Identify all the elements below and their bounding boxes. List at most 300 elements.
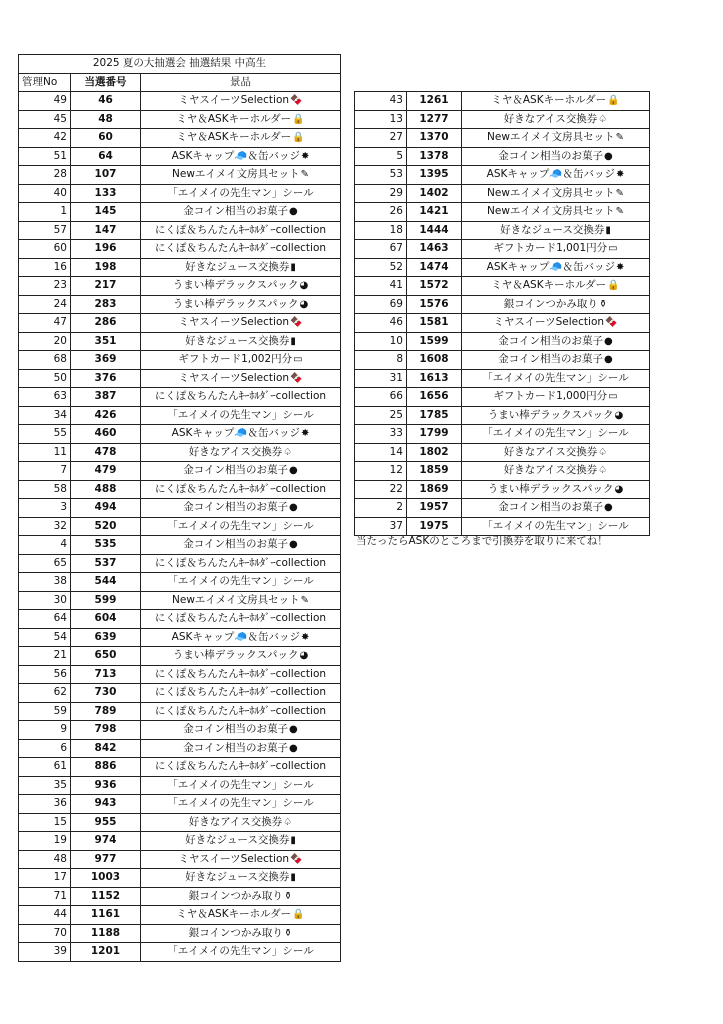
sweets-icon: 🍫 [605,317,618,328]
cell-prize [462,388,650,407]
cell-winning-number: 650 [71,647,141,666]
table-row [19,684,341,703]
cell-winning-number: 1581 [407,314,462,333]
table-row [355,184,650,203]
juice-icon: ▮ [290,872,296,883]
header-prize: 景品 [141,73,341,92]
prize-label: 「エイメイの先生マン」シール [482,427,629,439]
table-row [19,554,341,573]
cell-prize [141,758,341,777]
candy-icon: ● [288,742,298,754]
table-row [19,739,341,758]
table-row [355,369,650,388]
ice-icon: ♤ [283,816,293,828]
prize-label: ASKキャップ🧢＆缶バッジ [171,427,300,439]
cell-winning-number: 1378 [407,147,462,166]
cell-management-no: 47 [19,314,71,333]
cell-winning-number: 599 [71,591,141,610]
cell-winning-number: 730 [71,684,141,703]
candy-icon: ● [603,150,613,162]
prize-label: Newエイメイ文房具セット [172,593,300,606]
cell-winning-number: 48 [71,110,141,129]
cell-management-no: 35 [19,776,71,795]
pencil-icon: ✎ [300,169,309,180]
prize-label: ギフトカード1,001円分 [493,242,608,254]
table-row [19,369,341,388]
table-row [19,832,341,851]
cell-prize [141,166,341,185]
prize-label: 金コイン相当のお菓子 [498,353,603,365]
cell-winning-number: 886 [71,758,141,777]
cell-management-no: 23 [19,277,71,296]
prize-label: にくぽ＆ちんたんｷｰﾎﾙﾀﾞｰcollection [154,612,327,624]
cell-prize [141,258,341,277]
table-row [19,462,341,481]
table-row [19,850,341,869]
table-row [355,480,650,499]
cell-prize [462,462,650,481]
cell-prize [141,684,341,703]
table-row [355,277,650,296]
cell-management-no: 17 [19,869,71,888]
prize-label: 銀コインつかみ取り [188,926,283,939]
prize-label: 好きなアイス交換券 [503,464,598,476]
table-row [19,221,341,240]
badge-icon: ✸ [615,261,625,273]
cell-prize [462,240,650,259]
table-row [19,758,341,777]
prize-label: 金コイン相当のお菓子 [498,149,603,162]
cell-prize [462,110,650,129]
cell-prize [141,388,341,407]
table-row [19,388,341,407]
table-row [19,795,341,814]
cell-management-no: 53 [355,166,407,185]
keyholder-icon: 🔒 [607,280,620,291]
cell-prize [462,295,650,314]
prize-label: ミヤ＆ASKキーホルダー [491,94,607,106]
candy-icon: ● [603,335,613,347]
table-row [19,924,341,943]
cell-management-no: 42 [19,129,71,148]
table-row [19,776,341,795]
cell-winning-number: 1975 [407,517,462,536]
cell-winning-number: 537 [71,554,141,573]
cell-management-no: 51 [19,147,71,166]
cell-management-no: 43 [355,92,407,111]
cell-prize [462,92,650,111]
cell-winning-number: 1277 [407,110,462,129]
table-row [19,332,341,351]
cell-prize [462,425,650,444]
cell-management-no: 57 [19,221,71,240]
cell-winning-number: 1474 [407,258,462,277]
prize-label: 好きなジュース交換券 [500,223,605,236]
sheet-title: 2025 夏の大抽選会 抽選結果 中高生 [19,55,341,74]
table-row [355,332,650,351]
cell-prize [141,554,341,573]
keyholder-icon: 🔒 [292,113,305,125]
cell-management-no: 26 [355,203,407,222]
cell-winning-number: 1859 [407,462,462,481]
cell-winning-number: 460 [71,425,141,444]
prize-label: 「エイメイの先生マン」シール [167,797,314,809]
cell-prize [141,314,341,333]
cell-prize [141,906,341,925]
cell-winning-number: 1152 [71,887,141,906]
cell-winning-number: 544 [71,573,141,592]
cell-prize [141,573,341,592]
table-row [19,129,341,148]
cell-prize [462,221,650,240]
prize-label: 好きなジュース交換券 [185,834,290,846]
keyholder-icon: 🔒 [292,132,305,143]
cell-management-no: 46 [355,314,407,333]
cell-management-no: 22 [355,480,407,499]
table-row [19,887,341,906]
keyholder-icon: 🔒 [292,909,305,920]
prize-label: ギフトカード1,000円分 [493,390,608,402]
prize-label: にくぽ＆ちんたんｷｰﾎﾙﾀﾞｰcollection [154,482,327,495]
cell-winning-number: 974 [71,832,141,851]
cell-winning-number: 1656 [407,388,462,407]
snack-icon: ◕ [614,409,624,421]
table-row [19,943,341,962]
prize-label: 「エイメイの先生マン」シール [167,575,314,587]
cell-prize [462,480,650,499]
pencil-icon: ✎ [615,206,624,217]
table-row [19,295,341,314]
table-row [19,499,341,518]
cell-winning-number: 977 [71,850,141,869]
prize-label: Newエイメイ文房具セット [487,205,615,217]
table-row [19,406,341,425]
results-table-left [18,54,341,962]
cell-prize [462,369,650,388]
cell-prize [141,832,341,851]
table-row [19,665,341,684]
cell-prize [141,536,341,555]
prize-label: 金コイン相当のお菓子 [183,741,288,754]
prize-label: 好きなジュース交換券 [185,871,290,883]
cell-management-no: 67 [355,240,407,259]
prize-label: Newエイメイ文房具セット [172,168,300,180]
cell-prize [462,258,650,277]
keyholder-icon: 🔒 [607,95,620,106]
table-row [19,258,341,277]
badge-icon: ✸ [615,169,625,180]
cell-prize [141,240,341,259]
cell-prize [141,184,341,203]
cell-management-no: 66 [355,388,407,407]
coins-icon: ⚱ [598,298,608,310]
table-row [355,295,650,314]
cell-prize [141,332,341,351]
cell-management-no: 28 [19,166,71,185]
prize-label: にくぽ＆ちんたんｷｰﾎﾙﾀﾞｰcollection [154,242,327,254]
ice-icon: ♤ [283,446,293,458]
prize-label: うまい棒デラックスパック [487,408,614,421]
cell-prize [141,369,341,388]
cell-winning-number: 1799 [407,425,462,444]
cell-prize [141,665,341,684]
cell-winning-number: 1201 [71,943,141,962]
juice-icon: ▮ [290,335,296,347]
cell-winning-number: 198 [71,258,141,277]
cell-winning-number: 1599 [407,332,462,351]
candy-icon: ● [288,539,298,550]
results-table-right [354,91,650,536]
cell-winning-number: 133 [71,184,141,203]
cell-winning-number: 1572 [407,277,462,296]
badge-icon: ✸ [300,428,310,439]
table-row [19,610,341,629]
cell-prize [141,887,341,906]
cell-winning-number: 64 [71,147,141,166]
cell-prize [141,739,341,758]
cell-prize [462,443,650,462]
cell-prize [141,702,341,721]
prize-label: にくぽ＆ちんたんｷｰﾎﾙﾀﾞｰcollection [154,704,327,717]
pencil-icon: ✎ [615,187,624,199]
snack-icon: ◕ [614,483,624,495]
table-row [19,906,341,925]
cell-winning-number: 283 [71,295,141,314]
table-row [19,536,341,555]
cell-winning-number: 943 [71,795,141,814]
table-row [19,702,341,721]
cell-management-no: 3 [19,499,71,518]
table-row [355,240,650,259]
cell-winning-number: 107 [71,166,141,185]
cell-winning-number: 145 [71,203,141,222]
cell-winning-number: 535 [71,536,141,555]
prize-label: 「エイメイの先生マン」シール [167,945,314,957]
cell-management-no: 70 [19,924,71,943]
table-row [19,314,341,333]
cell-winning-number: 1003 [71,869,141,888]
cell-management-no: 25 [355,406,407,425]
ice-icon: ♤ [598,465,608,476]
table-row [19,573,341,592]
cell-prize [462,277,650,296]
cell-management-no: 49 [19,92,71,111]
cell-management-no: 39 [19,943,71,962]
cell-management-no: 50 [19,369,71,388]
cell-prize [462,203,650,222]
cell-prize [462,314,650,333]
cell-prize [141,443,341,462]
prize-label: 「エイメイの先生マン」シール [482,371,629,384]
table-row [355,92,650,111]
cell-management-no: 18 [355,221,407,240]
table-row [19,425,341,444]
prize-label: にくぽ＆ちんたんｷｰﾎﾙﾀﾞｰcollection [154,686,327,698]
cell-management-no: 6 [19,739,71,758]
prize-label: ASKキャップ🧢＆缶バッジ [171,630,300,643]
cell-winning-number: 936 [71,776,141,795]
cell-winning-number: 1463 [407,240,462,259]
prize-label: うまい棒デラックスパック [172,279,299,291]
cell-winning-number: 351 [71,332,141,351]
cell-prize [141,610,341,629]
cell-winning-number: 1370 [407,129,462,148]
cell-winning-number: 60 [71,129,141,148]
card-icon: ▭ [608,243,618,254]
table-row [355,203,650,222]
cell-winning-number: 1576 [407,295,462,314]
candy-icon: ● [603,354,613,365]
table-row [19,351,341,370]
prize-label: にくぽ＆ちんたんｷｰﾎﾙﾀﾞｰcollection [154,667,327,680]
table-row [19,110,341,129]
cell-prize [141,110,341,129]
cell-prize [141,203,341,222]
prize-label: 好きなアイス交換券 [188,815,283,828]
prize-label: ミヤスイーツSelection [493,316,605,328]
prize-label: 「エイメイの先生マン」シール [167,408,314,421]
table-row [19,443,341,462]
sweets-icon: 🍫 [290,372,303,384]
cell-winning-number: 639 [71,628,141,647]
prize-label: ミヤ＆ASKキーホルダー [491,279,607,291]
cell-management-no: 48 [19,850,71,869]
table-row [355,221,650,240]
prize-label: 金コイン相当のお菓子 [183,205,288,217]
table-row [355,110,650,129]
prize-label: うまい棒デラックスパック [172,297,299,310]
cell-management-no: 2 [355,499,407,518]
cell-management-no: 59 [19,702,71,721]
table-row [19,813,341,832]
cell-management-no: 56 [19,665,71,684]
prize-label: 「エイメイの先生マン」シール [167,186,314,199]
pickup-note: 当たったらASKのところまで引換券を取りに来てね！ [356,535,608,547]
cell-winning-number: 604 [71,610,141,629]
cell-winning-number: 196 [71,240,141,259]
cell-winning-number: 1802 [407,443,462,462]
cell-winning-number: 479 [71,462,141,481]
cell-winning-number: 798 [71,721,141,740]
prize-label: 銀コインつかみ取り [188,889,283,902]
table-row [19,591,341,610]
prize-label: 好きなジュース交換券 [185,260,290,273]
cell-winning-number: 1444 [407,221,462,240]
table-row [19,184,341,203]
cell-management-no: 65 [19,554,71,573]
prize-label: 「エイメイの先生マン」シール [482,519,629,532]
cell-management-no: 7 [19,462,71,481]
prize-label: ミヤ＆ASKキーホルダー [176,908,292,920]
cell-winning-number: 478 [71,443,141,462]
cell-prize [141,129,341,148]
prize-label: ミヤスイーツSelection [178,94,290,106]
cell-prize [141,147,341,166]
cell-management-no: 36 [19,795,71,814]
prize-label: ASKキャップ🧢＆缶バッジ [171,149,300,162]
table-row [19,869,341,888]
pencil-icon: ✎ [300,594,309,606]
prize-label: 金コイン相当のお菓子 [183,464,288,476]
cell-management-no: 69 [355,295,407,314]
table-row [355,166,650,185]
cell-prize [141,499,341,518]
candy-icon: ● [288,465,298,476]
cell-prize [141,869,341,888]
cell-winning-number: 147 [71,221,141,240]
table-row [355,129,650,148]
cell-winning-number: 1421 [407,203,462,222]
prize-label: ミヤ＆ASKキーホルダー [176,131,292,143]
candy-icon: ● [288,206,298,217]
cell-management-no: 1 [19,203,71,222]
cell-winning-number: 1957 [407,499,462,518]
cell-winning-number: 46 [71,92,141,111]
prize-label: 金コイン相当のお菓子 [498,501,603,513]
cell-winning-number: 1402 [407,184,462,203]
cell-prize [462,499,650,518]
snack-icon: ◕ [299,298,309,310]
prize-label: Newエイメイ文房具セット [487,186,615,199]
prize-label: うまい棒デラックスパック [487,482,614,495]
snack-icon: ◕ [299,280,309,291]
table-row [19,277,341,296]
cell-management-no: 55 [19,425,71,444]
prize-label: ミヤスイーツSelection [178,316,290,328]
cell-management-no: 54 [19,628,71,647]
prize-label: にくぽ＆ちんたんｷｰﾎﾙﾀﾞｰcollection [154,223,327,236]
cell-prize [141,943,341,962]
cell-management-no: 21 [19,647,71,666]
cell-winning-number: 286 [71,314,141,333]
cell-management-no: 52 [355,258,407,277]
table-row [355,499,650,518]
card-icon: ▭ [293,354,303,365]
cell-winning-number: 842 [71,739,141,758]
cell-management-no: 5 [355,147,407,166]
cell-prize [141,647,341,666]
prize-label: 「エイメイの先生マン」シール [167,519,314,532]
cell-management-no: 14 [355,443,407,462]
table-row [19,480,341,499]
table-row [19,92,341,111]
coins-icon: ⚱ [283,927,293,939]
cell-management-no: 62 [19,684,71,703]
cell-prize [141,795,341,814]
ice-icon: ♤ [598,113,608,125]
cell-prize [141,850,341,869]
prize-label: にくぽ＆ちんたんｷｰﾎﾙﾀﾞｰcollection [154,556,327,569]
cell-management-no: 10 [355,332,407,351]
cell-winning-number: 1785 [407,406,462,425]
prize-label: ASKキャップ🧢＆缶バッジ [486,168,615,180]
table-row [355,425,650,444]
cell-winning-number: 369 [71,351,141,370]
prize-label: ミヤスイーツSelection [178,852,290,865]
prize-label: ミヤ＆ASKキーホルダー [176,112,292,125]
prize-label: Newエイメイ文房具セット [487,131,615,143]
prize-label: 好きなアイス交換券 [188,445,283,458]
table-row [19,147,341,166]
cell-management-no: 9 [19,721,71,740]
cell-prize [141,406,341,425]
cell-management-no: 60 [19,240,71,259]
table-row [19,203,341,222]
cell-winning-number: 488 [71,480,141,499]
cell-management-no: 38 [19,573,71,592]
table-row [19,721,341,740]
prize-label: 銀コインつかみ取り [503,297,598,310]
